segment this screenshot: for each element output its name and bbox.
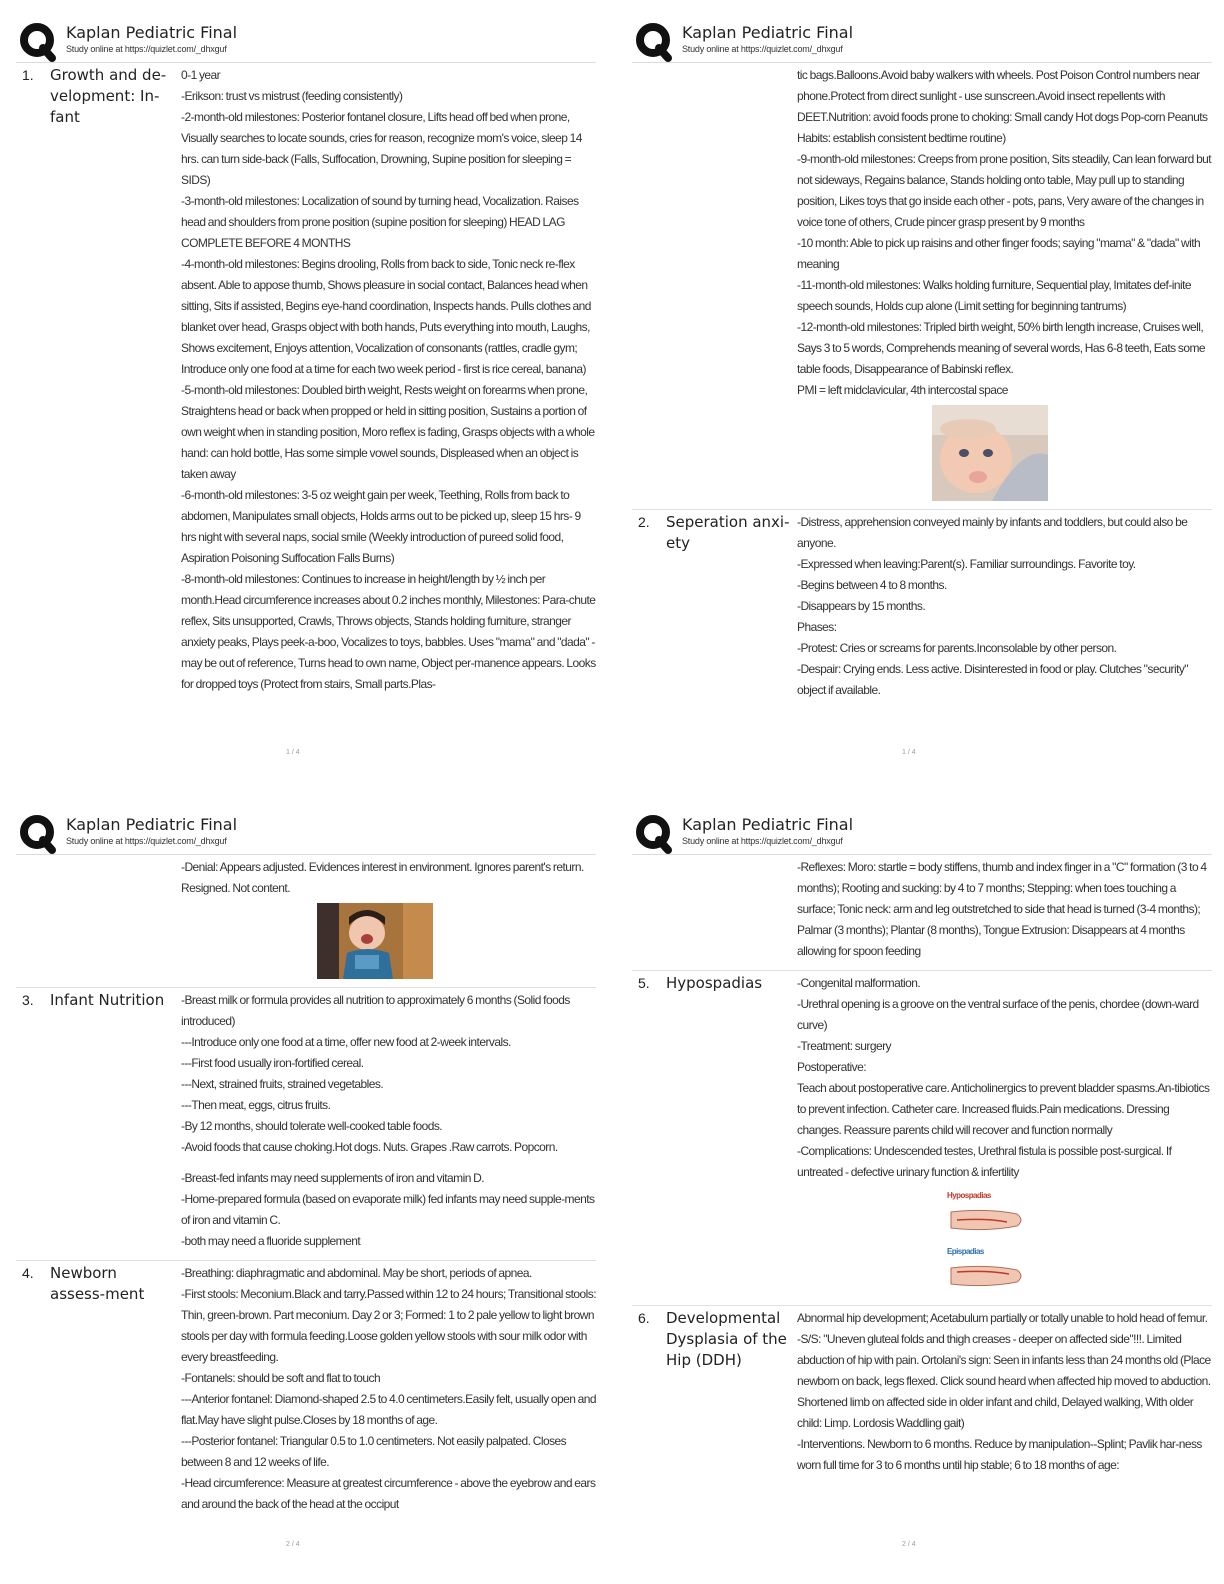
def-line: -both may need a fluoride supplement	[181, 1234, 361, 1248]
def-line: Phases:	[797, 620, 837, 634]
quizlet-logo-icon	[634, 814, 674, 854]
card-number: 6.	[638, 1310, 650, 1326]
document-subtitle: Study online at https://quizlet.com/_dhxguf	[66, 44, 227, 54]
def-line: ---First food usually iron-fortified cereal.	[181, 1056, 364, 1070]
card-term: Hypospadias	[666, 974, 763, 992]
document-title: Kaplan Pediatric Final	[682, 23, 854, 42]
card-definition	[181, 63, 596, 695]
def-line: 0-1 year	[181, 68, 221, 82]
continued-definition	[181, 855, 596, 979]
card-number: 2.	[638, 514, 650, 530]
def-line: -Despair: Crying ends. Less active. Disinterested in food or play. Clutches "security" object if available.	[797, 662, 1189, 697]
card-definition	[181, 988, 596, 1252]
def-line: -Reflexes: Moro: startle = body stiffens, thumb and index finger in a "C" formation (3 to 4 months); Rooting and sucking: by 4 to 7 months; Stepping: when toes touching a surface; Tonic neck: arm and leg outstretched to side that head is turned (3-4 months); Palmar (3 months); Plantar (8 months), Tongue Extrusion: Disappears at 4 months allowing for spoon feeding	[797, 860, 1207, 958]
def-line: -Breathing: diaphragmatic and abdominal. May be short, periods of apnea.	[181, 1266, 532, 1280]
flashcard-4	[16, 1261, 596, 1515]
def-line: -Erikson: trust vs mistrust (feeding consistently)	[181, 89, 403, 103]
card-term: Infant Nutrition	[50, 991, 165, 1009]
document-page-2	[632, 18, 1212, 778]
epispadias-label: Epispadias	[947, 1247, 984, 1256]
card-term: Seperation anxi-ety	[666, 513, 790, 552]
def-line: -2-month-old milestones: Posterior fontanel closure, Lifts head off bed when prone, Visually searches to locate sounds, cries for reason, recognize mom's voice, sleep 14 hrs. can turn side-back (Falls, Suffocation, Drowning, Supine position for sleeping = SIDS)	[181, 110, 582, 187]
document-subtitle: Study online at https://quizlet.com/_dhxguf	[682, 44, 843, 54]
def-line: -S/S: "Uneven gluteal folds and thigh creases - deeper on affected side"!!!. Limited abduction of hip with pain. Ortolani's sign: Seen in infants less than 24 months old (Place newborn on back, legs flexed. Click sound heard when affected hip moved to abduction. Shortened limb on affected side in older infant and child, Delayed walking, With older child: Limp. Lordosis Waddling gait)	[797, 1332, 1211, 1430]
page-header	[16, 18, 596, 62]
def-line: -Disappears by 15 months.	[797, 599, 926, 613]
card-number: 4.	[22, 1265, 34, 1281]
page-number: 2 / 4	[286, 1541, 300, 1548]
def-line: ---Introduce only one food at a time, offer new food at 2-week intervals.	[181, 1035, 511, 1049]
flashcard-1	[16, 63, 596, 695]
flashcard-2	[632, 510, 1212, 701]
def-line: -Urethral opening is a groove on the ventral surface of the penis, chordee (down-ward curve)	[797, 997, 1199, 1032]
def-line: -9-month-old milestones: Creeps from prone position, Sits steadily, Can lean forward but not sideways, Regains balance, Stands holding onto table, May pull up to standing position, Likes toys that go inside each other - pots, pans, Very aware of the changes in voice tone of others, Crude pincer grasp present by 9 months	[797, 152, 1212, 229]
def-line: -Avoid foods that cause choking.Hot dogs. Nuts. Grapes .Raw carrots. Popcorn.	[181, 1140, 558, 1154]
def-line: -4-month-old milestones: Begins drooling, Rolls from back to side, Tonic neck re-flex absent. Able to appose thumb, Shows pleasure in social contact, Balances head when sitting, Sits if assisted, Begins eye-hand coordination, Inspects hands. Pulls clothes and blanket over head, Grasps object with both hands, Puts everything into mouth, Laughs, Shows excitement, Enjoys attention, Vocalization of consonants (rattles, cradle gym; Introduce only one food at a time for each two week period - first is rice cereal, banana)	[181, 257, 591, 376]
page-header	[632, 810, 1212, 854]
def-line: ---Then meat, eggs, citrus fruits.	[181, 1098, 331, 1112]
def-line: -Protest: Cries or screams for parents.Inconsolable by other person.	[797, 641, 1117, 655]
def-line: Postoperative:	[797, 1060, 867, 1074]
page-number: 2 / 4	[902, 1541, 916, 1548]
def-line: -Breast milk or formula provides all nutrition to approximately 6 months (Solid foods introduced)	[181, 993, 570, 1028]
def-line: -10 month: Able to pick up raisins and other finger foods; saying "mama" & "dada" with meaning	[797, 236, 1201, 271]
document-subtitle: Study online at https://quizlet.com/_dhxguf	[66, 836, 227, 846]
epispadias-diagram	[947, 1262, 1027, 1290]
document-title: Kaplan Pediatric Final	[66, 23, 238, 42]
def-line: -Denial: Appears adjusted. Evidences interest in environment. Ignores parent's return. Resigned. Not content.	[181, 860, 584, 895]
def-line: -5-month-old milestones: Doubled birth weight, Rests weight on forearms when prone, Straightens head or back when propped or held in sitting position, Sustains a portion of own weight when in standing position, Moro reflex is fading, Grasps objects with a whole hand: can hold bottle, Has some simple vowel sounds, Displeased when an object is taken away	[181, 383, 595, 481]
document-page-3	[16, 810, 596, 1570]
card-definition	[797, 510, 1212, 701]
def-line: -Interventions. Newborn to 6 months. Reduce by manipulation--Splint; Pavlik har-ness worn full time for 3 to 6 months until hip stable; 6 to 18 months of age:	[797, 1437, 1202, 1472]
def-line: -Breast-fed infants may need supplements of iron and vitamin D.	[181, 1171, 485, 1185]
def-line: -Complications: Undescended testes, Urethral fistula is possible post-surgical. If untreated - defective urinary function & infertility	[797, 1144, 1172, 1179]
def-line: -Congenital malformation.	[797, 976, 921, 990]
baby-photo	[932, 405, 1048, 501]
hypospadias-label: Hypospadias	[947, 1191, 991, 1200]
def-line: -Begins between 4 to 8 months.	[797, 578, 947, 592]
flashcard-6	[632, 1306, 1212, 1476]
hypospadias-diagram	[947, 1206, 1027, 1234]
def-line: -Home-prepared formula (based on evaporate milk) fed infants may need supple-ments of iron and vitamin C.	[181, 1192, 595, 1227]
def-line: -12-month-old milestones: Tripled birth weight, 50% birth length increase, Cruises well, Says 3 to 5 words, Comprehends meaning of several words, Has 6-8 teeth, Eats some table foods, Disappearance of Babinski reflex.	[797, 320, 1206, 376]
card-number: 1.	[22, 67, 34, 83]
page-header	[16, 810, 596, 854]
def-line: -Expressed when leaving:Parent(s). Familiar surroundings. Favorite toy.	[797, 557, 1136, 571]
def-line: -Treatment: surgery	[797, 1039, 891, 1053]
def-line: -First stools: Meconium.Black and tarry.Passed within 12 to 24 hours; Transitional stools: Thin, green-brown. Part meconium. Day 2 or 3; Formed: 1 to 2 pale yellow to light brown stools per day with formula feeding.Loose golden yellow stools with sour milk odor with every breastfeeding.	[181, 1287, 596, 1364]
document-subtitle: Study online at https://quizlet.com/_dhxguf	[682, 836, 843, 846]
crying-child-photo	[317, 903, 433, 979]
def-line: -Head circumference: Measure at greatest circumference - above the eyebrow and ears and around the back of the head at the occiput	[181, 1476, 596, 1511]
quizlet-logo-icon	[634, 22, 674, 62]
document-title: Kaplan Pediatric Final	[66, 815, 238, 834]
page-number: 1 / 4	[286, 749, 300, 756]
def-line: Abnormal hip development; Acetabulum partially or totally unable to hold head of femur.	[797, 1311, 1208, 1325]
def-line: -Fontanels: should be soft and flat to touch	[181, 1371, 381, 1385]
quizlet-logo-icon	[18, 22, 58, 62]
document-page-4	[632, 810, 1212, 1570]
def-line: tic bags.Balloons.Avoid baby walkers with wheels. Post Poison Control numbers near phone.Protect from direct sunlight - use sunscreen.Avoid insect repellents with DEET.Nutrition: avoid foods prone to choking: Small candy Hot dogs Pop-corn Peanuts Habits: establish consistent bedtime routine)	[797, 68, 1208, 145]
card-term: Developmental Dysplasia of the Hip (DDH)	[666, 1309, 787, 1369]
card-definition	[181, 1261, 596, 1515]
def-line: Teach about postoperative care. Anticholinergics to prevent bladder spasms.An-tibiotics to prevent infection. Catheter care. Increased fluids.Pain medications. Dressing changes. Reassure parents child will recover and function normally	[797, 1081, 1210, 1137]
card-term: Newborn assess-ment	[50, 1264, 145, 1303]
card-term: Growth and de-velopment: In-fant	[50, 66, 167, 126]
def-line: -Distress, apprehension conveyed mainly by infants and toddlers, but could also be anyone.	[797, 515, 1188, 550]
card-number: 5.	[638, 975, 650, 991]
def-line: ---Anterior fontanel: Diamond-shaped 2.5 to 4.0 centimeters.Easily felt, usually open and flat.May have slight pulse.Closes by 18 months of age.	[181, 1392, 596, 1427]
flashcard-3	[16, 988, 596, 1252]
flashcard-5	[632, 971, 1212, 1297]
def-line: -By 12 months, should tolerate well-cooked table foods.	[181, 1119, 443, 1133]
page-header	[632, 18, 1212, 62]
def-line: -8-month-old milestones: Continues to increase in height/length by ½ inch per month.Head circumference increases about 0.2 inches monthly, Milestones: Para-chute reflex, Sits unsupported, Crawls, Throws objects, Stands holding furniture, stranger anxiety peaks, Plays peek-a-boo, Vocalizes to toys, babbles. Uses "mama" and "dada" - may be out of reference, Turns head to own name, Object per-manence appears. Looks for dropped toys (Protect from stairs, Small parts.Plas-	[181, 572, 596, 691]
def-line: ---Posterior fontanel: Triangular 0.5 to 1.0 centimeters. Not easily palpated. Closes between 8 and 12 weeks of life.	[181, 1434, 567, 1469]
hypospadias-figure	[947, 1185, 1212, 1297]
continued-definition	[797, 855, 1212, 962]
card-definition	[797, 1306, 1212, 1476]
def-line: ---Next, strained fruits, strained vegetables.	[181, 1077, 384, 1091]
document-page-1	[16, 18, 596, 778]
document-title: Kaplan Pediatric Final	[682, 815, 854, 834]
continued-definition	[797, 63, 1212, 501]
page-number: 1 / 4	[902, 749, 916, 756]
card-definition	[797, 971, 1212, 1297]
spacer	[181, 1158, 596, 1168]
def-line: -6-month-old milestones: 3-5 oz weight gain per week, Teething, Rolls from back to abdomen, Manipulates small objects, Holds arms out to be picked up, sleep 15 hrs- 9 hrs night with several naps, social smile (Weekly introduction of pureed solid food, Aspiration Poisoning Suffocation Falls Burns)	[181, 488, 581, 565]
def-line: -3-month-old milestones: Localization of sound by turning head, Vocalization. Raises head and shoulders from prone position (supine position for sleeping) HEAD LAG COMPLETE BEFORE 4 MONTHS	[181, 194, 579, 250]
def-line: -11-month-old milestones: Walks holding furniture, Sequential play, Imitates def-inite speech sounds, Holds cup alone (Limit setting for beginning tantrums)	[797, 278, 1192, 313]
def-line: PMI = left midclavicular, 4th intercostal space	[797, 383, 1008, 397]
quizlet-logo-icon	[18, 814, 58, 854]
card-number: 3.	[22, 992, 34, 1008]
